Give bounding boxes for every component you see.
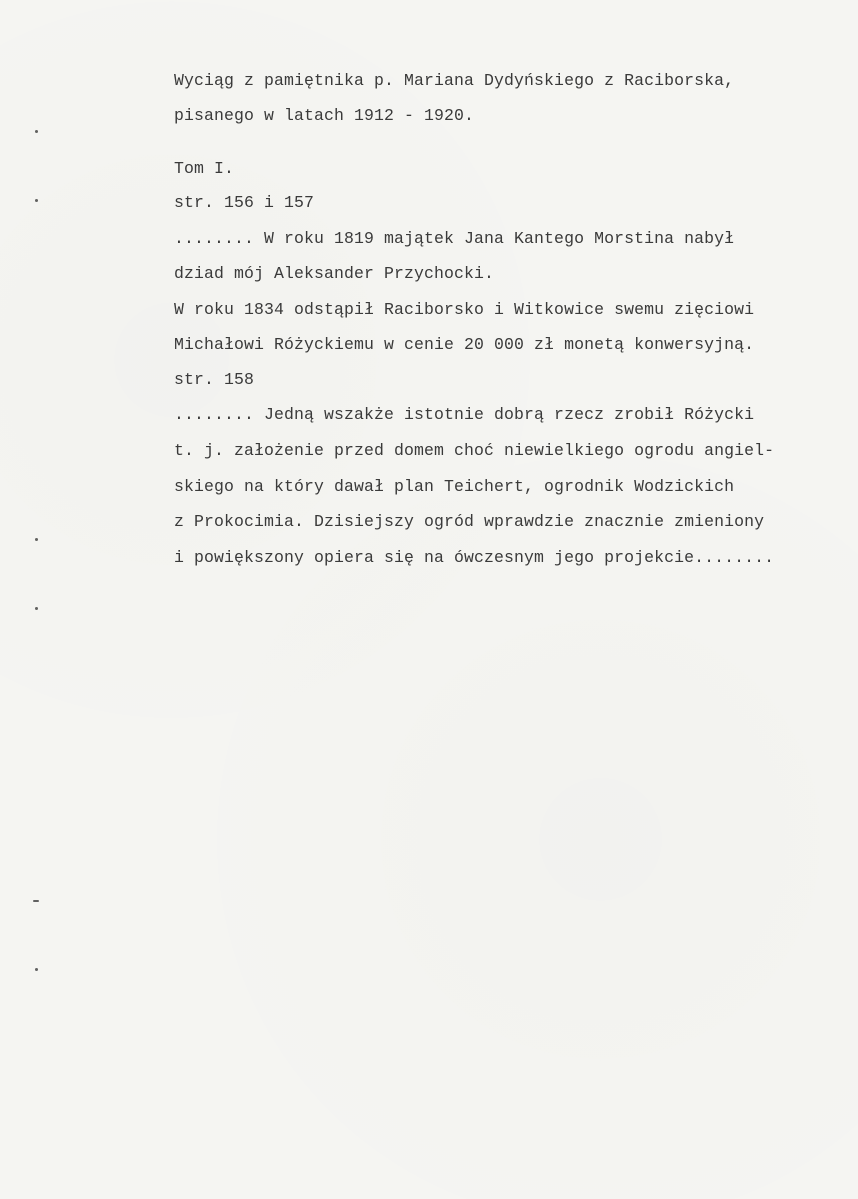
paragraph-3-line-4: z Prokocimia. Dzisiejszy ogród wprawdzie znacznie zmieniony: [174, 512, 765, 531]
binder-hole-mark: [35, 538, 38, 541]
volume-label: Tom I.: [174, 159, 235, 178]
binder-hole-mark: [35, 199, 38, 202]
paragraph-2-line-1: W roku 1834 odstąpił Raciborsko i Witkowice swemu zięciowi: [174, 300, 755, 319]
binder-hole-mark: [35, 968, 38, 971]
binder-hole-mark: [35, 607, 38, 610]
heading-line-1: Wyciąg z pamiętnika p. Mariana Dydyńskiego z Raciborska,: [174, 71, 735, 90]
paragraph-3-line-1: ........ Jedną wszakże istotnie dobrą rzecz zrobił Różycki: [174, 405, 755, 424]
page-reference-1: str. 156 i 157: [174, 193, 315, 212]
binder-hole-mark: [33, 900, 39, 902]
paragraph-1-line-2: dziad mój Aleksander Przychocki.: [174, 264, 495, 283]
binder-hole-mark: [35, 130, 38, 133]
paragraph-3-line-3: skiego na który dawał plan Teichert, ogrodnik Wodzickich: [174, 477, 735, 496]
paragraph-1-line-1: ........ W roku 1819 majątek Jana Kantego Morstina nabył: [174, 229, 735, 248]
heading-line-2: pisanego w latach 1912 - 1920.: [174, 106, 475, 125]
paragraph-2-line-2: Michałowi Różyckiemu w cenie 20 000 zł monetą konwersyjną.: [174, 335, 755, 354]
paragraph-3-line-2: t. j. założenie przed domem choć niewielkiego ogrodu angiel-: [174, 441, 775, 460]
page-reference-2: str. 158: [174, 370, 255, 389]
paragraph-3-line-5: i powiększony opiera się na ówczesnym jego projekcie........: [174, 548, 775, 567]
